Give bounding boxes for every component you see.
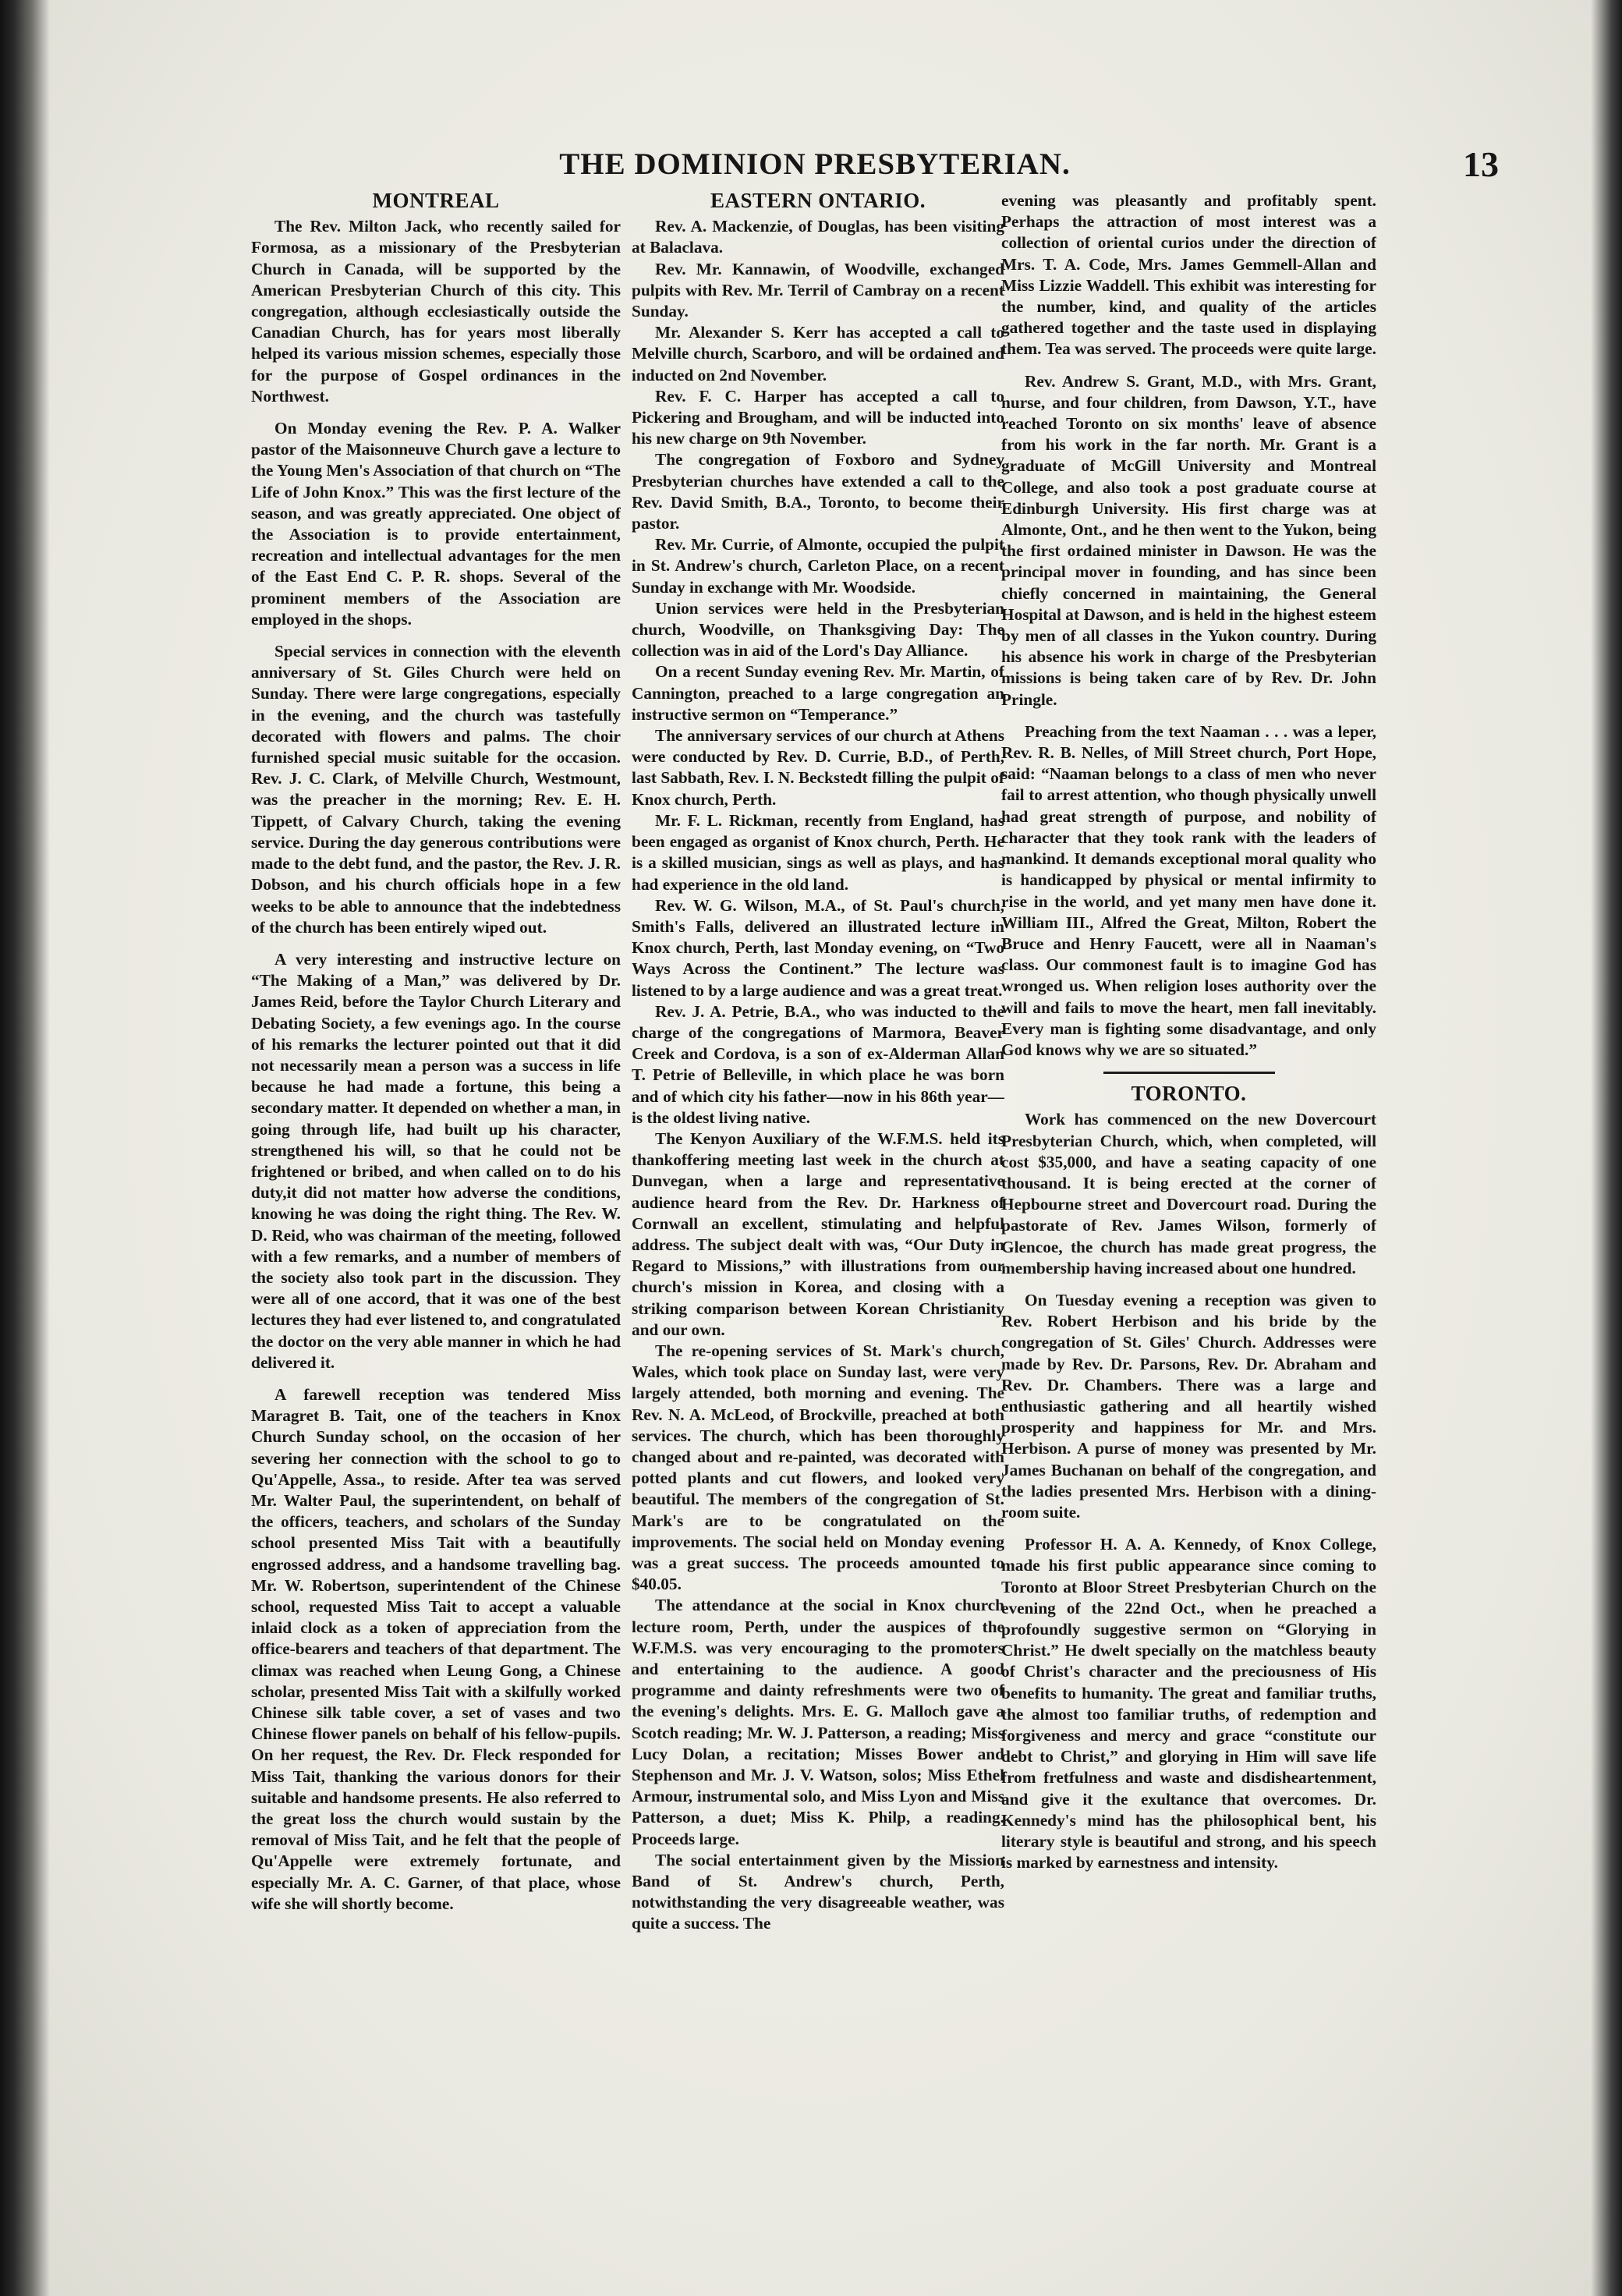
- page-header: [203, 144, 1499, 193]
- news-item: The anniversary services of our church at Athens were conducted by Rev. D. Currie, B.D., of Perth, last Sabbath, Rev. I. N. Beckstedt filling the pulpit of Knox church, Perth.: [632, 726, 1004, 809]
- article-paragraph: The Rev. Milton Jack, who recently sailed for Formosa, as a missionary of the Presbyterian Church in Canada, will be supported by the American Presbyterian Church of this city. This congregation, although ecclesiastically outside the Canadian Church, has for years most liberally helped its various mission schemes, especially those for the purpose of Gospel ordinances in the Northwest.: [251, 217, 621, 406]
- article-paragraph: Work has commenced on the new Dovercourt Presbyterian Church, which, when completed, will cost $35,000, and have a seating capacity of one thousand. It is being erected at the corner of Hepbourne street and Dovercourt road. During the pastorate of Rev. James Wilson, formerly of Glencoe, the church has made great progress, the membership having increased about one hundred.: [1001, 1110, 1376, 1277]
- news-item: The Kenyon Auxiliary of the W.F.M.S. held its thankoffering meeting last week in the church at Dunvegan, when a large and representative audience heard from the Rev. Dr. Harkness of Cornwall an excellent, stimulating and helpful address. The subject dealt with was, “Our Duty in Regard to Missions,” with illustrations from our church's mission in Korea, and closing with a striking comparison between Korean Christianity and our own.: [632, 1129, 1004, 1339]
- news-item: Rev. Mr. Currie, of Almonte, occupied the pulpit in St. Andrew's church, Carleton Place, on a recent Sunday in exchange with Mr. Woodside.: [632, 535, 1004, 597]
- news-item: Mr. Alexander S. Kerr has accepted a call to Melville church, Scarboro, and will be ordained and inducted on 2nd November.: [632, 323, 1004, 384]
- article-paragraph: Professor H. A. A. Kennedy, of Knox College, made his first public appearance since coming to Toronto at Bloor Street Presbyterian Church on the evening of the 22nd Oct., when he preached a profoundly suggestive sermon on “Glorying in Christ.” He dwelt specially on the matchless beauty of Christ's character and the preciousness of His benefits to humanity. The great and familiar truths, the almost too familiar truths, of redemption and forgiveness and mercy and grace “constitute our debt to Christ,” and glorying in Him will save life from fretfulness and waste and disdisheartenment, and give it the exultance that overcomes. Dr. Kennedy's mind has the philosophical bent, his literary style is beautiful and strong, and his speech is marked by earnestness and intensity.: [1001, 1535, 1376, 1873]
- scan-edge-left: [0, 0, 50, 2296]
- continued-paragraph: evening was pleasantly and profitably spent. Perhaps the attraction of most interest was a collection of oriental curios under the direction of Mrs. T. A. Code, Mrs. James Gemmell-Allan and Miss Lizzie Waddell. This exhibit was interesting for the number, kind, and quality of the articles gathered together and the taste used in displaying them. Tea was served. The proceeds were quite large.: [1001, 191, 1376, 359]
- news-item: Rev. F. C. Harper has accepted a call to Pickering and Brougham, and will be inducted into his new charge on 9th November.: [632, 386, 1004, 448]
- article-paragraph: A farewell reception was tendered Miss Maragret B. Tait, one of the teachers in Knox Church Sunday school, on the occasion of her severing her connection with the school to go to Qu'Appelle, Assa., to reside. After tea was served Mr. Walter Paul, the superintendent, on behalf of the officers, teachers, and scholars of the Sunday school presented Miss Tait with a beautifully engrossed address, and a handsome travelling bag. Mr. W. Robertson, superintendent of the Chinese school, requested Miss Tait to accept a valuable inlaid clock as a token of appreciation from the office-bearers and teachers of that department. The climax was reached when Leung Gong, a Chinese scholar, presented Miss Tait with a skilfully worked Chinese silk table cover, a set of vases and two Chinese flower panels on behalf of his fellow-pupils. On her request, the Rev. Dr. Fleck responded for Miss Tait, thanking the various donors for their suitable and handsome presents. He also referred to the great loss the church would sustain by the removal of Miss Tait, and he felt that the people of Qu'Appelle were extremely fortunate, and especially Mr. A. C. Garner, of that place, whose wife she will shortly become.: [251, 1384, 621, 1913]
- article-paragraph: Rev. Andrew S. Grant, M.D., with Mrs. Grant, nurse, and four children, from Dawson, Y.T., have reached Toronto on six months' leave of absence from his work in the far north. Mr. Grant is a graduate of McGill University and Montreal College, and also took a post graduate course at Edinburgh University. His first charge was at Almonte, Ont., and he then went to the Yukon, being the first ordained minister in Dawson. He was the principal mover in founding, and has since been chiefly concerned in maintaining, the General Hospital at Dawson, and is held in the highest esteem by men of all classes in the Yukon country. During his absence his work in charge of the Presbyterian missions is being taken care of by Rev. Dr. John Pringle.: [1001, 371, 1376, 709]
- article-paragraph: A very interesting and instructive lecture on “The Making of a Man,” was delivered by Dr. James Reid, before the Taylor Church Literary and Debating Society, a few evenings ago. In the course of his remarks the lecturer pointed out that it did not necessarily mean a person was a success in life because he had made a fortune, this being a secondary matter. It depended on whether a man, in going through life, had built up his character, strengthened his will, so that he could not be frightened or bribed, and when called on to do his duty,it did not matter how adverse the conditions, knowing he was doing the right thing. The Rev. W. D. Reid, who was chairman of the meeting, followed with a few remarks, and a number of members of the society also took part in the discussion. They were all of one accord, that it was one of the best lectures they had ever listened to, and congratulated the doctor on the very able manner in which he had delivered it.: [251, 949, 621, 1372]
- news-item: Union services were held in the Presbyterian church, Woodville, on Thanksgiving Day: The collection was in aid of the Lord's Day Alliance.: [632, 598, 1004, 661]
- scan-edge-right: [1591, 0, 1622, 2296]
- news-item: The social entertainment given by the Mission Band of St. Andrew's church, Perth, notwithstanding the very disagreeable weather, was quite a success. The: [632, 1850, 1004, 1933]
- article-paragraph: On Monday evening the Rev. P. A. Walker pastor of the Maisonneuve Church gave a lecture to the Young Men's Association of that church on “The Life of John Knox.” This was the first lecture of the season, and was greatly appreciated. One object of the Association is to provide entertainment, recreation and intellectual advantages for the men of the East End C. P. R. shops. Several of the prominent members of the Association are employed in the shops.: [251, 419, 621, 629]
- news-item: Mr. F. L. Rickman, recently from England, has been engaged as organist of Knox church, Perth. He is a skilled musician, sings as well as plays, and has had experience in the old land.: [632, 810, 1004, 894]
- article-paragraph: Special services in connection with the eleventh anniversary of St. Giles Church were held on Sunday. There were large congregations, especially in the evening, and the church was tastefully decorated with flowers and palms. The choir furnished special music suitable for the occasion. Rev. J. C. Clark, of Melville Church, Westmount, was the preacher in the morning; Rev. E. H. Tippett, of Calvary Church, taking the evening service. During the day generous contributions were made to the debt fund, and the pastor, the Rev. J. R. Dobson, and his church officials hope in a few weeks to be able to announce that the indebtedness of the church has been entirely wiped out.: [251, 642, 621, 937]
- column-toronto: [1001, 190, 1376, 2249]
- article-paragraph: Preaching from the text Naaman . . . was a leper, Rev. R. B. Nelles, of Mill Street church, Port Hope, said: “Naaman belongs to a class of men who never fail to arrest attention, who though physically unwell had great strength of purpose, and nobility of character that they took rank with the leaders of mankind. It demands exceptional moral quality who is handicapped by physical or mental infirmity to rise in the world, and yet many men have done it. William III., Alfred the Great, Milton, Robert the Bruce and Henry Faucett, were all in Naaman's class. Our commonest fault is to imagine God has wronged us. When religion loses authority over the will and fails to move the heart, men fall inevitably. Every man is fighting some disadvantage, and only God knows why we are so situated.”: [1001, 721, 1376, 1059]
- news-item: Rev. Mr. Kannawin, of Woodville, exchanged pulpits with Rev. Mr. Terril of Cambray on a recent Sunday.: [632, 259, 1004, 321]
- section-heading-montreal: MONTREAL: [372, 190, 500, 212]
- news-item: On a recent Sunday evening Rev. Mr. Martin, of Cannington, preached to a large congregation an instructive sermon on “Temperance.”: [632, 662, 1004, 724]
- column-eastern-ontario: [632, 190, 1004, 2249]
- running-head: THE DOMINION PRESBYTERIAN.: [559, 147, 1071, 181]
- article-paragraph: On Tuesday evening a reception was given to Rev. Robert Herbison and his bride by the congregation of St. Giles' Church. Addresses were made by Rev. Dr. Parsons, Rev. Dr. Abraham and Rev. Dr. Chambers. There was a large and enthusiastic gathering and all heartily wished prosperity and happiness for Mr. and Mrs. Herbison. A purse of money was presented by Mr. James Buchanan on behalf of the congregation, and the ladies presented Mrs. Herbison with a dining-room suite.: [1001, 1290, 1376, 1522]
- page-number: 13: [1463, 144, 1499, 184]
- news-item: The attendance at the social in Knox church lecture room, Perth, under the auspices of the W.F.M.S. was very encouraging to the promoters and entertaining to the audience. A good programme and dainty refreshments were two of the evening's delights. Mrs. E. G. Malloch gave a Scotch reading; Mr. W. J. Patterson, a reading; Miss Lucy Dolan, a recitation; Misses Bower and Stephenson and Mr. J. V. Watson, solos; Miss Ethel Armour, instrumental solo, and Miss Lyon and Miss Patterson, a duet; Miss K. Philp, a reading. Proceeds large.: [632, 1596, 1004, 1848]
- news-item: Rev. W. G. Wilson, M.A., of St. Paul's church, Smith's Falls, delivered an illustrated lecture in Knox church, Perth, last Monday evening, on “Two Ways Across the Continent.” The lecture was listened to by a large audience and was a great treat.: [632, 895, 1004, 1000]
- news-item: The re-opening services of St. Mark's church, Wales, which took place on Sunday last, were very largely attended, both morning and evening. The Rev. N. A. McLeod, of Brockville, preached at both services. The church, which has been thoroughly changed about and re-painted, was decorated with potted plants and cut flowers, and looked very beautiful. The members of the congregation of St. Mark's are to be congratulated on the improvements. The social held on Monday evening was a great success. The proceeds amounted to $40.05.: [632, 1341, 1004, 1594]
- section-heading-eastern-ontario: EASTERN ONTARIO.: [710, 190, 926, 212]
- news-item: Rev. J. A. Petrie, B.A., who was inducted to the charge of the congregations of Marmora, Beaver Creek and Cordova, is a son of ex-Alderman Allan T. Petrie of Belleville, in which place he was born and of which city his father—now in his 86th year—is the oldest living native.: [632, 1001, 1004, 1127]
- news-item: The congregation of Foxboro and Sydney Presbyterian churches have extended a call to the Rev. David Smith, B.A., Toronto, to become their pastor.: [632, 450, 1004, 533]
- section-heading-toronto: TORONTO.: [1131, 1082, 1247, 1106]
- column-montreal: [251, 190, 621, 2249]
- news-item: Rev. A. Mackenzie, of Douglas, has been visiting at Balaclava.: [632, 217, 1004, 257]
- toronto-section: [1001, 1083, 1376, 1873]
- section-divider-rule: [1103, 1072, 1275, 1074]
